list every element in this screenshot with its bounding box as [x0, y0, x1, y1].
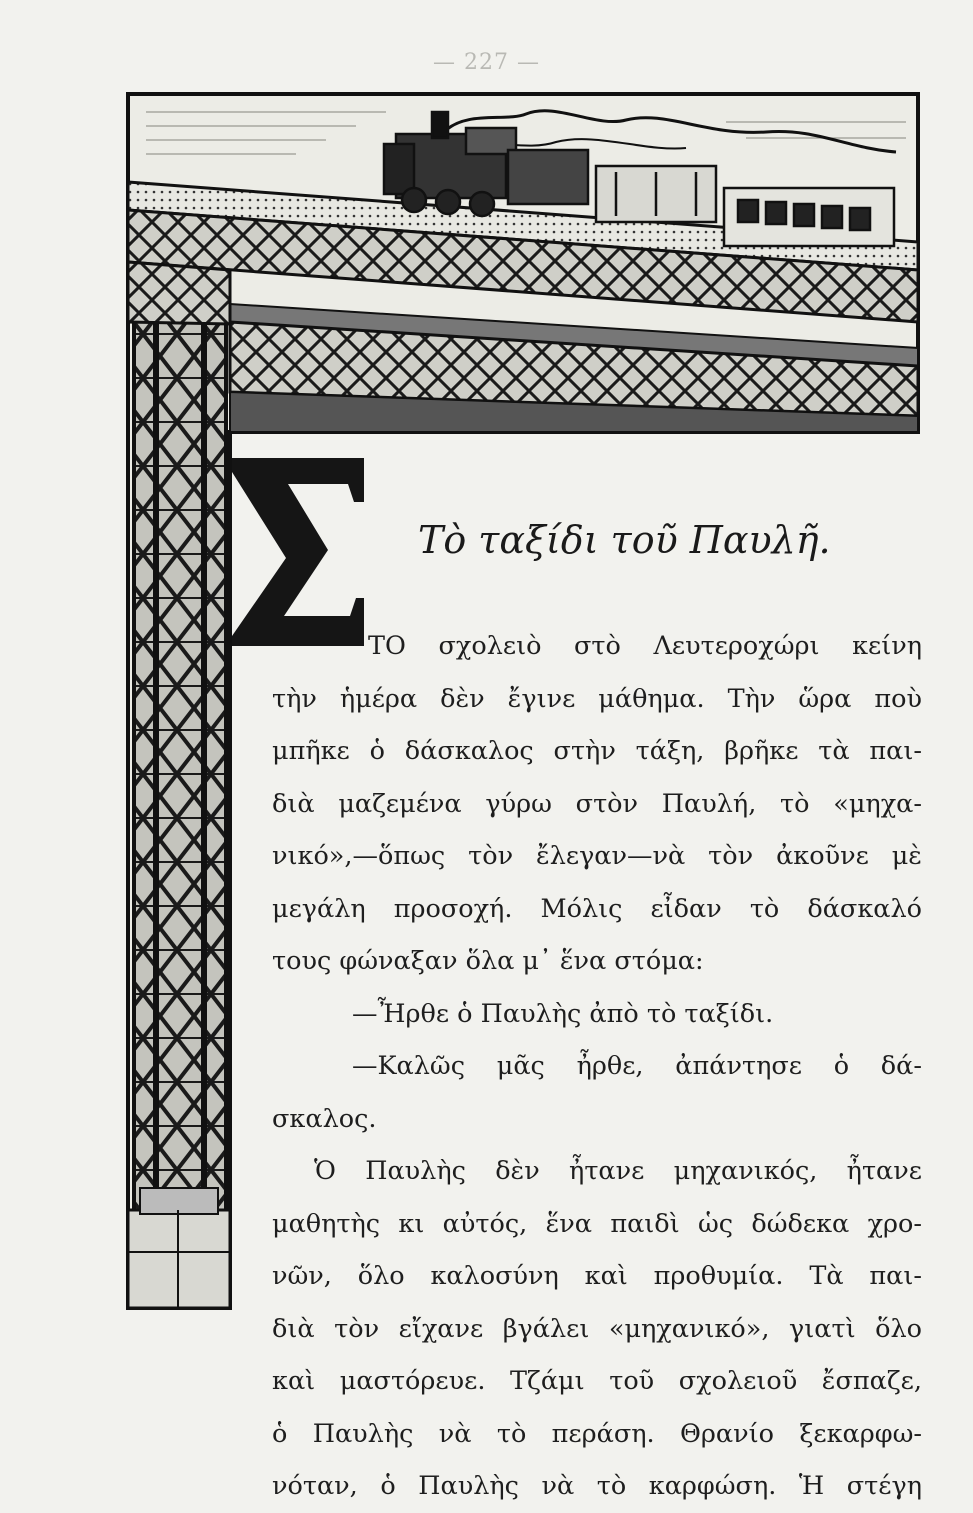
- text-line: νῶν, ὅλο καλοσύνη καὶ προθυμία. Τὰ παι-: [272, 1261, 922, 1291]
- drop-cap-sigma: [232, 458, 364, 646]
- text-line: —Ἦρθε ὁ Παυλὴς ἀπὸ τὸ ταξίδι.: [352, 998, 774, 1029]
- text-line: νικό»,—ὅπως τὸν ἔλεγαν—νὰ τὸν ἀκοῦνε μὲ: [272, 841, 922, 871]
- text-line: μεγάλη προσοχή. Μόλις εἶδαν τὸ δάσκαλό: [272, 893, 922, 924]
- text-line: διὰ τὸν εἴχανε βγάλει «μηχανικό», γιατὶ ὅλο: [272, 1313, 922, 1344]
- text-line: ὁ Παυλὴς νὰ τὸ περάση. Θρανίο ξεκαρφω-: [272, 1418, 922, 1449]
- text-line: καὶ μαστόρευε. Τζάμι τοῦ σχολειοῦ ἔσπαζε,: [272, 1366, 922, 1396]
- text-line: τους φώναξαν ὅλα μ᾽ ἕνα στόμα:: [272, 946, 704, 976]
- text-line: —Καλῶς μᾶς ἦρθε, ἀπάντησε ὁ δά-: [352, 1051, 922, 1081]
- text-line: Ὁ Παυλὴς δὲν ἦτανε μηχανικός, ἦτανε: [314, 1156, 922, 1186]
- text-line: μπῆκε ὁ δάσκαλος στὴν τάξη, βρῆκε τὰ παι-: [272, 736, 922, 766]
- page-number: — 227 —: [433, 50, 540, 75]
- body-text: [272, 620, 922, 1513]
- text-line: σκαλος.: [272, 1103, 377, 1134]
- text-line: νόταν, ὁ Παυλὴς νὰ τὸ καρφώση. Ἡ στέγη: [272, 1471, 922, 1501]
- text-line: διὰ μαζεμένα γύρω στὸν Παυλή, τὸ «μηχα-: [272, 788, 922, 819]
- text-line: τὴν ἡμέρα δὲν ἔγινε μάθημα. Τὴν ὥρα ποὺ: [272, 683, 922, 714]
- text-line: μαθητὴς κι αὐτός, ἕνα παιδὶ ὡς δώδεκα χρο-: [272, 1208, 922, 1239]
- text-line: ΤΟ σχολειὸ στὸ Λευτεροχώρι κείνη: [368, 631, 922, 661]
- chapter-title: Τὸ ταξίδι τοῦ Παυλῆ.: [418, 518, 831, 562]
